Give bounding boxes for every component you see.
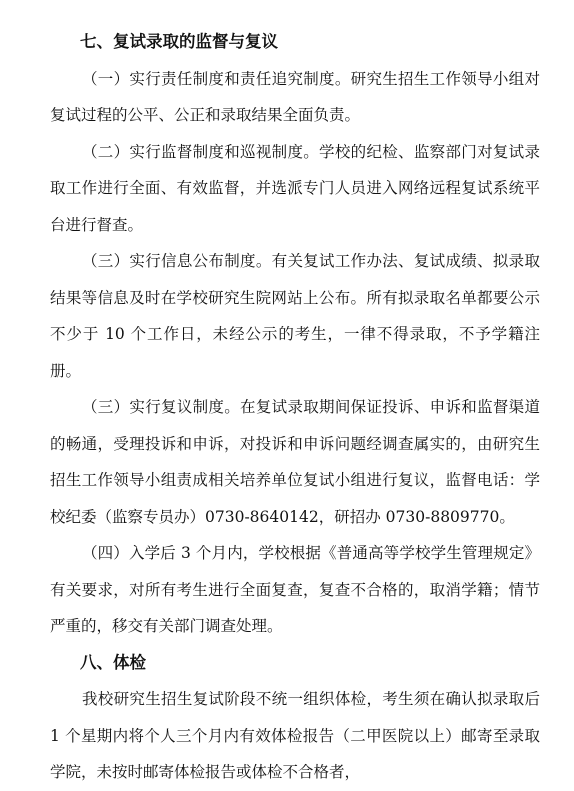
paragraph-disclosure: （三）实行信息公布制度。有关复试工作办法、复试成绩、拟录取结果等信息及时在学校研究生院网站上公布。所有拟录取名单都要公示不少于 10 个工作日，未经公示的考生，一律不得录取，不予学籍注册。 — [50, 252, 540, 380]
paragraph-medical-exam: 我校研究生招生复试阶段不统一组织体检，考生须在确认拟录取后 1 个星期内将个人三个月内有效体检报告（二甲医院以上）邮寄至录取学院，未按时邮寄体检报告或体检不合格者， — [50, 690, 540, 781]
section-heading-medical: 八、体检 — [80, 652, 146, 672]
paragraph-recheck: （四）入学后 3 个月内，学校根据《普通高等学校学生管理规定》有关要求，对所有考生进行全面复查，复查不合格的，取消学籍；情节严重的，移交有关部门调查处理。 — [50, 544, 540, 635]
paragraph-review: （三）实行复议制度。在复试录取期间保证投诉、申诉和监督渠道的畅通，受理投诉和申诉，对投诉和申诉问题经调查属实的，由研究生招生工作领导小组责成相关培养单位复试小组进行复议，监督电话：学校纪委（监察专员办）0730-8640142，研招办 0730-8809770。 — [50, 398, 540, 526]
paragraph-responsibility: （一）实行责任制度和责任追究制度。研究生招生工作领导小组对复试过程的公平、公正和录取结果全面负责。 — [50, 69, 540, 124]
section-heading-supervision: 七、复试录取的监督与复议 — [80, 32, 278, 51]
paragraph-supervision: （二）实行监督制度和巡视制度。学校的纪检、监察部门对复试录取工作进行全面、有效监督，并选派专门人员进入网络远程复试系统平台进行督查。 — [50, 142, 540, 234]
document-page — [50, 24, 540, 791]
